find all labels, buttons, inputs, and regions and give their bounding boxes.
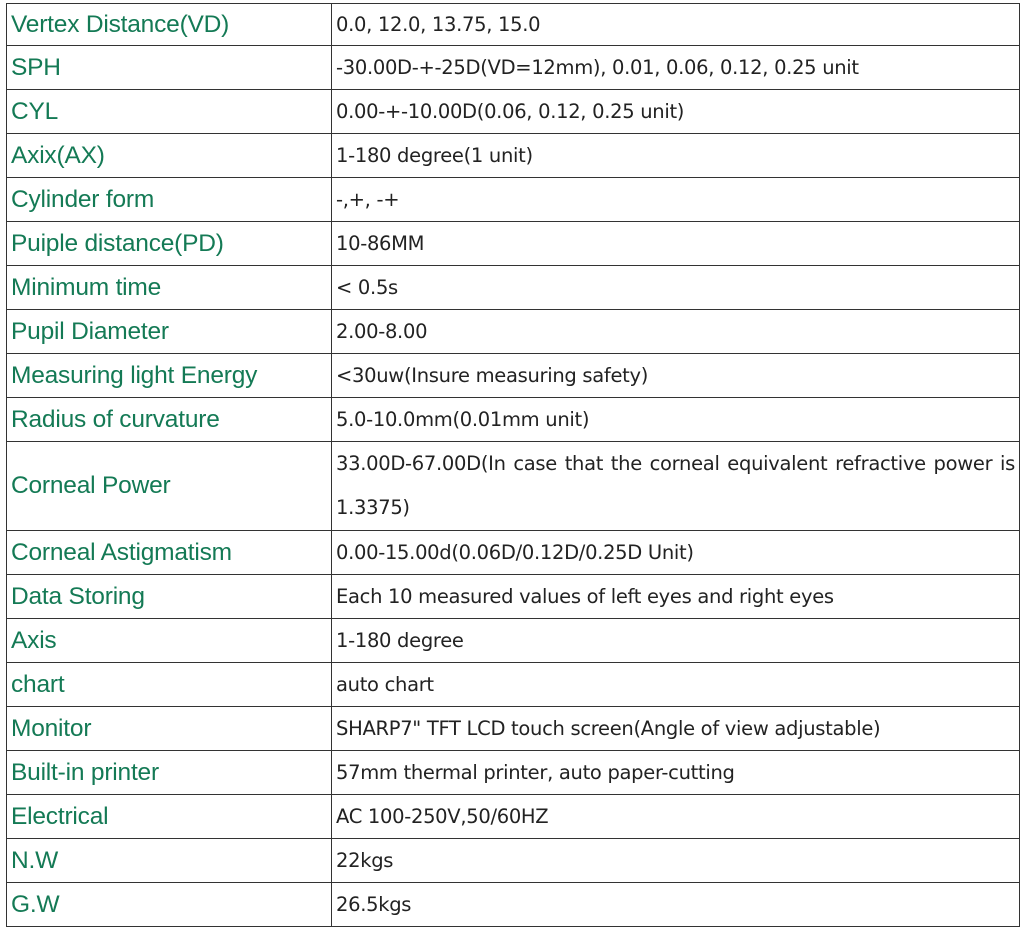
spec-value: 2.00-8.00: [332, 310, 1020, 354]
spec-label: Data Storing: [7, 575, 332, 619]
spec-value: 22kgs: [332, 839, 1020, 883]
table-row: [7, 619, 1020, 663]
spec-label: Axis: [7, 619, 332, 663]
spec-value: 33.00D-67.00D(In case that the corneal equivalent refractive power is 1.3375): [332, 442, 1020, 531]
spec-label: CYL: [7, 90, 332, 134]
spec-label: Corneal Astigmatism: [7, 531, 332, 575]
spec-value: 5.0-10.0mm(0.01mm unit): [332, 398, 1020, 442]
spec-value: 10-86MM: [332, 222, 1020, 266]
spec-value: 0.0, 12.0, 13.75, 15.0: [332, 4, 1020, 46]
table-row: [7, 4, 1020, 46]
spec-value: < 0.5s: [332, 266, 1020, 310]
table-row: [7, 883, 1020, 927]
spec-label: Radius of curvature: [7, 398, 332, 442]
table-row: [7, 663, 1020, 707]
table-row: [7, 178, 1020, 222]
spec-value: 0.00-+-10.00D(0.06, 0.12, 0.25 unit): [332, 90, 1020, 134]
table-row: [7, 575, 1020, 619]
table-row: [7, 90, 1020, 134]
spec-label: N.W: [7, 839, 332, 883]
spec-value: -,+, -+: [332, 178, 1020, 222]
table-row: [7, 134, 1020, 178]
table-row: [7, 707, 1020, 751]
spec-value: 1-180 degree(1 unit): [332, 134, 1020, 178]
spec-label: Axix(AX): [7, 134, 332, 178]
spec-label: Vertex Distance(VD): [7, 4, 332, 46]
spec-value: Each 10 measured values of left eyes and right eyes: [332, 575, 1020, 619]
spec-label: Pupil Diameter: [7, 310, 332, 354]
spec-value: auto chart: [332, 663, 1020, 707]
table-row: [7, 531, 1020, 575]
spec-label: chart: [7, 663, 332, 707]
spec-value: <30uw(Insure measuring safety): [332, 354, 1020, 398]
table-row: [7, 795, 1020, 839]
table-row: [7, 266, 1020, 310]
spec-value: 0.00-15.00d(0.06D/0.12D/0.25D Unit): [332, 531, 1020, 575]
spec-label: Measuring light Energy: [7, 354, 332, 398]
table-row: [7, 222, 1020, 266]
spec-value: 26.5kgs: [332, 883, 1020, 927]
spec-value: SHARP7" TFT LCD touch screen(Angle of view adjustable): [332, 707, 1020, 751]
spec-label: SPH: [7, 46, 332, 90]
spec-label: Monitor: [7, 707, 332, 751]
spec-label: Minimum time: [7, 266, 332, 310]
table-row: [7, 398, 1020, 442]
spec-label: G.W: [7, 883, 332, 927]
table-row: [7, 310, 1020, 354]
spec-label: Electrical: [7, 795, 332, 839]
spec-label: Built-in printer: [7, 751, 332, 795]
spec-table: [6, 3, 1020, 927]
table-row: [7, 354, 1020, 398]
spec-label: Puiple distance(PD): [7, 222, 332, 266]
spec-label: Cylinder form: [7, 178, 332, 222]
spec-label: Corneal Power: [7, 442, 332, 531]
spec-value: 57mm thermal printer, auto paper-cutting: [332, 751, 1020, 795]
spec-value: 1-180 degree: [332, 619, 1020, 663]
table-row: [7, 839, 1020, 883]
table-row: [7, 442, 1020, 531]
spec-value: -30.00D-+-25D(VD=12mm), 0.01, 0.06, 0.12, 0.25 unit: [332, 46, 1020, 90]
table-row: [7, 751, 1020, 795]
spec-value: AC 100-250V,50/60HZ: [332, 795, 1020, 839]
table-row: [7, 46, 1020, 90]
